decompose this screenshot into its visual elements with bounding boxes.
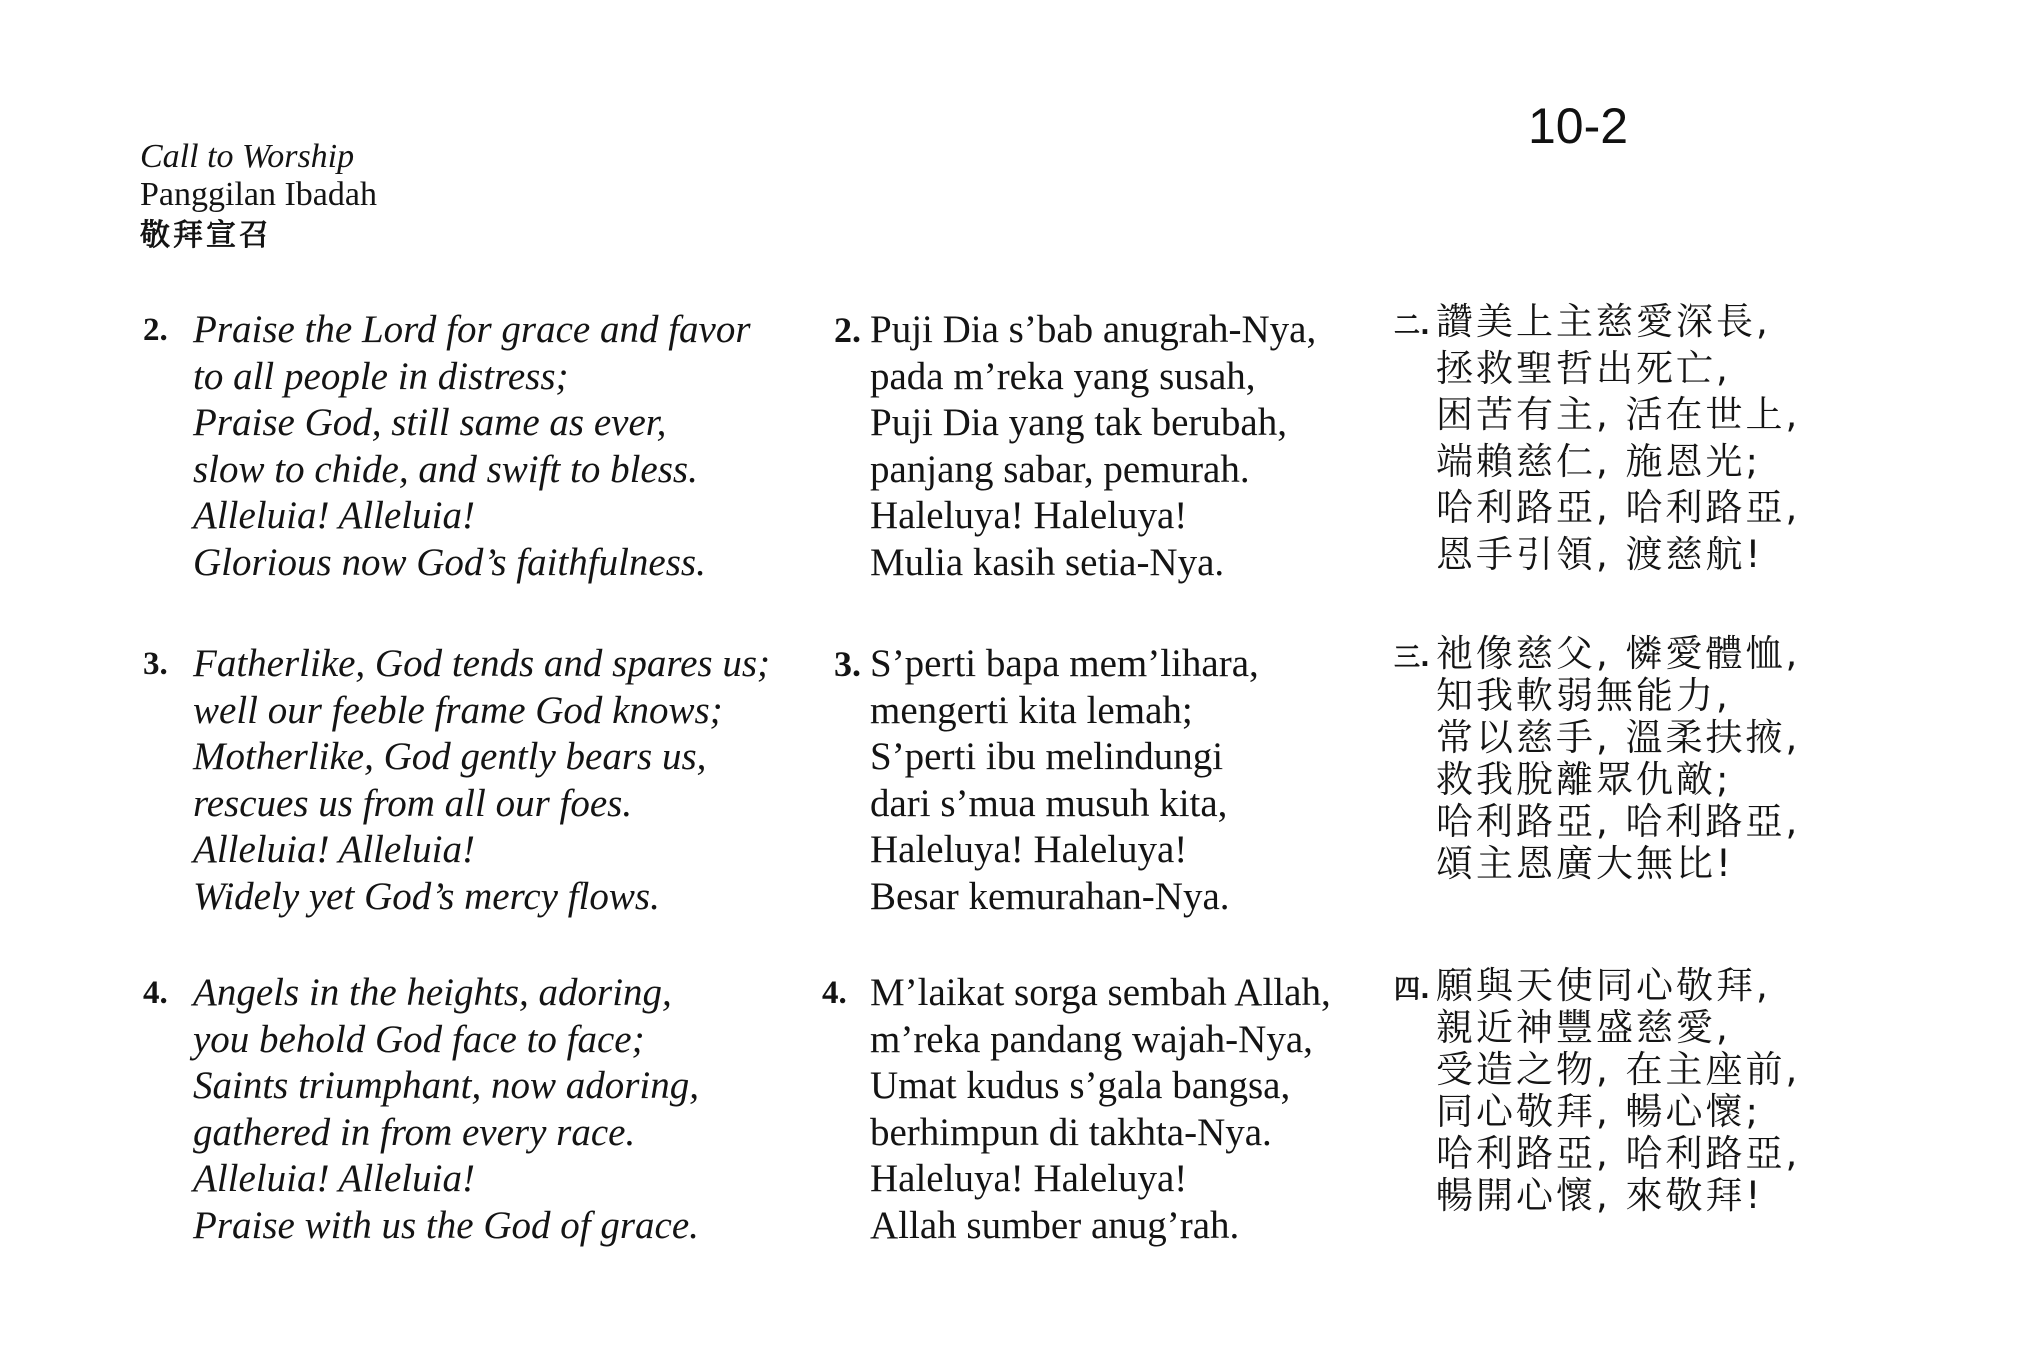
verse-line: 暢開心懷, 來敬拜! <box>1436 1174 1764 1217</box>
verse-line: M’laikat sorga sembah Allah, <box>870 971 1331 1014</box>
verse-line: Alleluia! Alleluia! <box>193 828 475 871</box>
verse-2-chinese <box>1394 299 1801 578</box>
verse-line: Alleluia! Alleluia! <box>193 494 475 537</box>
verse-line: you behold God face to face; <box>193 1017 645 1061</box>
verse-line: m’reka pandang wajah-Nya, <box>870 1017 1313 1061</box>
verse-line: 恩手引領, 渡慈航! <box>1436 532 1764 576</box>
verse-line: Puji Dia yang tak berubah, <box>870 401 1287 444</box>
verse-line: Mulia kasih setia-Nya. <box>870 540 1225 584</box>
verse-line: Glorious now God’s faithfulness. <box>193 540 706 584</box>
verse-line: Praise God, still same as ever, <box>193 401 667 444</box>
verse-line: Allah sumber anug’rah. <box>870 1203 1240 1247</box>
verse-line: Saints triumphant, now adoring, <box>193 1064 699 1107</box>
verse-line: 願與天使同心敬拜, <box>1436 964 1771 1007</box>
heading-english: Call to Worship <box>140 138 355 175</box>
verse-number: 4. <box>143 975 168 1011</box>
verse-number: 三. <box>1394 643 1430 673</box>
verse-line: S’perti ibu melindungi <box>870 735 1224 778</box>
verse-line: gathered in from every race. <box>193 1110 636 1154</box>
verse-line: Haleluya! Haleluya! <box>870 1157 1188 1200</box>
verse-line: Umat kudus s’gala bangsa, <box>870 1064 1291 1107</box>
verse-line: to all people in distress; <box>193 354 569 398</box>
verse-line: Puji Dia s’bab anugrah-Nya, <box>870 308 1317 351</box>
heading-indonesian: Panggilan Ibadah <box>140 176 377 213</box>
verse-line: Besar kemurahan-Nya. <box>870 874 1230 918</box>
verse-line: Praise the Lord for grace and favor <box>193 308 751 351</box>
verse-line: Widely yet God’s mercy flows. <box>193 874 660 918</box>
verse-line: panjang sabar, pemurah. <box>870 447 1250 491</box>
verse-3-indonesian <box>834 641 1259 920</box>
verse-4-english <box>143 970 699 1249</box>
section-heading <box>140 138 377 258</box>
verse-line: mengerti kita lemah; <box>870 688 1193 732</box>
verse-number: 2. <box>834 310 861 350</box>
verse-line: 同心敬拜, 暢心懷; <box>1436 1090 1761 1133</box>
verse-line: 救我脫離眾仇敵; <box>1436 758 1732 801</box>
verse-line: Alleluia! Alleluia! <box>193 1157 475 1200</box>
verse-line: 困苦有主, 活在世上, <box>1436 393 1801 436</box>
verse-line: 哈利路亞, 哈利路亞, <box>1436 800 1801 843</box>
verse-line: Angels in the heights, adoring, <box>193 971 672 1014</box>
verse-line: 受造之物, 在主座前, <box>1436 1048 1801 1091</box>
verse-line: slow to chide, and swift to bless. <box>193 447 698 491</box>
verse-line: 拯救聖哲出死亡, <box>1436 346 1731 390</box>
verse-2-indonesian <box>834 307 1317 586</box>
verse-line: rescues us from all our foes. <box>193 781 633 825</box>
verse-line: well our feeble frame God knows; <box>193 688 723 732</box>
verse-line: Motherlike, God gently bears us, <box>193 735 707 778</box>
verse-line: 親近神豐盛慈愛, <box>1436 1006 1731 1049</box>
verse-number: 3. <box>143 646 168 682</box>
verse-line: Fatherlike, God tends and spares us; <box>193 642 770 685</box>
verse-3-chinese <box>1394 632 1801 885</box>
verse-4-chinese <box>1394 964 1801 1217</box>
heading-chinese: 敬拜宣召 <box>140 218 272 253</box>
verse-number: 二. <box>1394 311 1430 341</box>
verse-line: 哈利路亞, 哈利路亞, <box>1436 1132 1801 1175</box>
verse-line: berhimpun di takhta-Nya. <box>870 1110 1272 1154</box>
verse-line: 端賴慈仁, 施恩光; <box>1436 439 1761 483</box>
verse-line: 常以慈手, 溫柔扶掖, <box>1436 716 1801 759</box>
verse-number: 2. <box>143 312 168 348</box>
verse-line: 祂像慈父, 憐愛體恤, <box>1436 632 1801 675</box>
verse-number: 四. <box>1394 975 1430 1005</box>
verse-line: 頌主恩廣大無比! <box>1436 842 1734 885</box>
verse-line: Haleluya! Haleluya! <box>870 494 1188 537</box>
verse-4-indonesian <box>822 970 1331 1249</box>
verse-number: 3. <box>834 644 861 684</box>
verse-line: S’perti bapa mem’lihara, <box>870 642 1259 685</box>
verse-line: dari s’mua musuh kita, <box>870 781 1228 825</box>
verse-line: pada m’reka yang susah, <box>870 354 1256 398</box>
verse-line: Praise with us the God of grace. <box>193 1203 699 1247</box>
verse-number: 4. <box>822 975 847 1011</box>
page-number: 10-2 <box>1528 98 1629 154</box>
verse-line: 知我軟弱無能力, <box>1436 674 1731 717</box>
verse-line: 哈利路亞, 哈利路亞, <box>1436 486 1801 529</box>
verse-line: 讚美上主慈愛深長, <box>1436 300 1771 343</box>
verse-2-english <box>143 307 751 586</box>
verse-3-english <box>143 641 770 920</box>
verse-line: Haleluya! Haleluya! <box>870 828 1188 871</box>
